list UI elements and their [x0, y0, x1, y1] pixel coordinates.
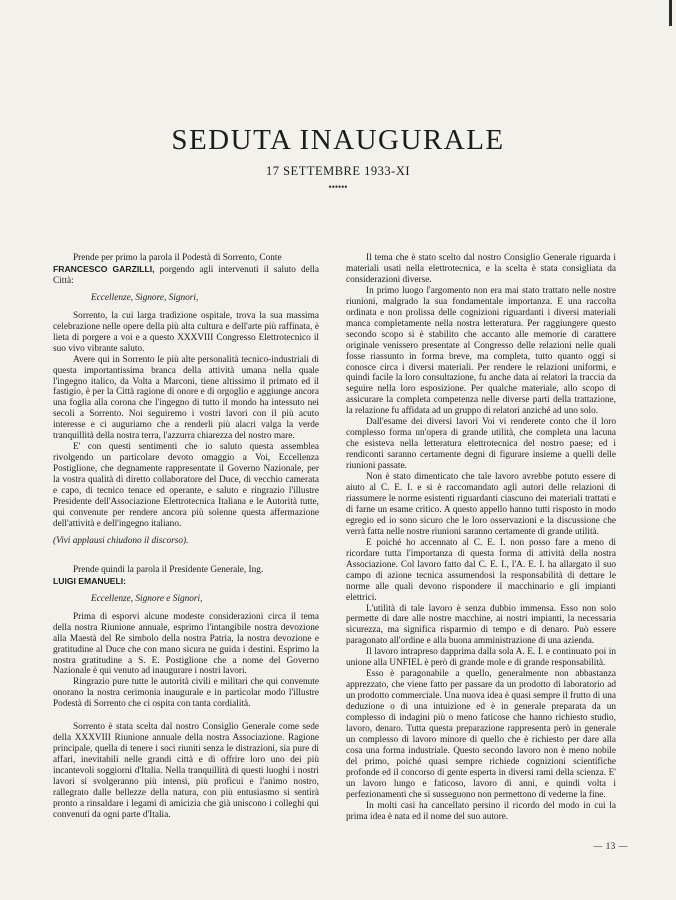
paragraph: L'utilità di tale lavoro è senza dubbio immensa. Esso non solo permette di dare alle nostre macchine, ai nostri impianti, la necessaria sicurezza, ma significa risparmio di tempo e di denaro. Può essere paragonato all'ordine e alla buona amministrazione di una azienda.: [346, 603, 616, 647]
paragraph: In molti casi ha cancellato persino il ricordo del modo in cui la prima idea è nata ed il nome del suo autore.: [346, 800, 616, 822]
paragraph: Dall'esame dei diversi lavori Voi vi renderete conto che il loro complesso forma un'opera di grande utilità, che completa una lacuna che esisteva nella letteratura elettrotecnica del nostro paese; ed i rendiconti saranno certamente degni di figurare insieme a quelli delle riunioni passate.: [346, 417, 616, 472]
paragraph-text: porgendo agli intervenuti il saluto della Città:: [53, 264, 320, 286]
paragraph: Sorrento è stata scelta dal nostro Consiglio Generale come sede della XXXVIII Riunione annuale della nostra Associazione. Ragione principale, quella di tenere i soci riuniti senza le distrazioni, sia pure di affari, inevitabili nelle grandi città e di offrire loro uno dei più incantevoli soggiorni d'Italia. Nella tranquillità di questi luoghi i nostri lavori si svolgeranno più intensi, più proficui e l'animo nostro, rallegrato dalle bellezze della natura, con più entusiasmo si sentirà pronto a rinsaldare i legami di amicizia che già uniscono i colleghi qui convenuti da ogni parte d'Italia.: [53, 722, 319, 820]
paragraph: [53, 565, 319, 588]
paragraph: Il tema che è stato scelto dal nostro Consiglio Generale riguarda i materiali usati nella elettrotecnica, e la scelta è stata consigliata da considerazioni diverse.: [346, 253, 616, 285]
salutation: Eccellenze, Signore e Signori,: [91, 593, 203, 604]
paragraph: E' con questi sentimenti che io saluto questa assemblea rivolgendo un particolare devoto omaggio a Voi, Eccellenza Postiglione, che degnamente rappresentate il Governo Nazionale, per la vostra qualità di diretto collaboratore del Duce, di vecchio camerata e capo, di tecnico tenace ed operante, e saluto e ringrazio l'illustre Presidente dell'Associazione Elettrotecnica Italiana e le Autorità tutte, qui convenute per rendere ancora più solenne questa affermazione dell'attività e dell'ingegno italiano.: [53, 442, 319, 529]
session-date: 17 SETTEMBRE 1933-XI: [265, 164, 411, 178]
left-column: [53, 253, 319, 821]
right-column: [346, 253, 616, 823]
salutation: Eccellenze, Signore, Signori,: [91, 292, 199, 303]
paragraph: Il lavoro intrapreso dapprima dalla sola A. E. I. e continuato poi in unione alla UNFIEL è però di grande mole e di grande responsabilità.: [346, 647, 616, 669]
paragraph: Non è stato dimenticato che tale lavoro avrebbe potuto essere di aiuto al C. E. I. e si è raccomandato agli autori delle relazioni di riassumere le norme esistenti riguardanti ciascuno dei materiali trattati e di farne un esame critico. A questo appello hanno tutti risposto in modo egregio ed io sono sicuro che le loro osservazioni e la discussione che verrà fatta nelle nostre riunioni saranno certamente di grande utilità.: [346, 472, 616, 537]
title-separator: ••••••: [328, 182, 348, 192]
paragraph: Esso è paragonabile a quello, generalmente non abbastanza apprezzato, che viene fatto per passare da un prodotto di laboratorio ad un prodotto commerciale. Una nuova idea è quasi sempre il frutto di una deduzione o di una intuizione ed è in generale preparata da un complesso di indagini più o meno faticose che hanno richiesto studio, lavoro, denaro. Tutta questa preparazione rappresenta però in generale un complesso di lavoro minore di quello che è richiesto per dare alla cosa una forma industriale. Questo secondo lavoro non è meno nobile del primo, poiché quasi sempre richiede cognizioni scientifiche profonde ed il concorso di gente esperta in diversi rami della scienza. E' un lavoro lungo e faticoso, lavoro di anni, e quindi volta i perfezionamenti che si susseguono non permettono di vederne la fine.: [346, 669, 616, 800]
paragraph-text: Prende per primo la parola il Podestà di Sorrento, Conte: [73, 253, 282, 263]
paragraph: [53, 253, 319, 287]
page-edge-mark: [669, 0, 672, 26]
paragraph: Sorrento, la cui larga tradizione ospitale, trova la sua massima celebrazione nelle opere della più alta cultura e dell'arte più raffinata, è lieta di porgere a voi e a questo XXXVIII Congresso Elettrotecnico il suo vivo vibrante saluto.: [53, 310, 319, 354]
stage-direction: (Vivi applausi chiudono il discorso).: [53, 535, 189, 546]
paragraph: Avere qui in Sorrento le più alte personalità tecnico-industriali di questa importantissima branca della attività umana nella quale l'ingegno italico, da Volta a Marconi, tiene altissimo il primato ed il fastigio, è per la Città ragione di onore e di orgoglio e aggiunge ancora una foglia alla corona che l'ingegno di tutto il mondo ha intessuto nei secoli a Sorrento. Noi seguiremo i vostri lavori con il più acuto interesse e ci auguriamo che a renderli più alacri valga la verde tranquillità della nostra terra, l'azzurra chiarezza del nostro mare.: [53, 354, 319, 442]
paragraph: Prima di esporvi alcune modeste considerazioni circa il tema della nostra Riunione annuale, esprimo l'intangibile nostra devozione alla Maestà del Re simbolo della nostra Patria, la nostra devozione e gratitudine al Duce che con mano sicura ne guida i destini. Esprimo la nostra gratitudine a S. E. Postiglione che a nome del Governo Nazionale è qui venuto ad inaugurare i nostri lavori.: [53, 611, 319, 677]
paragraph-text: Prende quindi la parola il Presidente Generale, Ing.: [73, 564, 264, 575]
paragraph: Ringrazio pure tutte le autorità civili e militari che qui convenute onorano la nostra cerimonia inaugurale e in particolar modo l'illustre Podestà di Sorrento che ci ospita con tanta cordialità.: [53, 677, 319, 710]
page-number: — 13 —: [593, 841, 628, 851]
page-title: SEDUTA INAUGURALE: [171, 124, 505, 156]
paragraph: In primo luogo l'argomento non era mai stato trattato nelle nostre riunioni, malgrado la sua fondamentale importanza. E una raccolta ordinata e non prolissa delle cognizioni riguardanti i diversi materiali manca completamente nella nostra letteratura. Per raggiungere questo secondo scopo si è stabilito che accanto alle memorie di carattere originale venissero presentate al Congresso delle relazioni nelle quali fosse riassunto in forma breve, ma completa, tutto quanto oggi si conosce circa i diversi materiali. Per rendere le relazioni uniformi, e quindi facile la loro consultazione, fu anche data ai relatori la traccia da seguire nella loro esposizione. Per qualche materiale, allo scopo di assicurare la completa competenza nelle diverse parti della trattazione, la relazione fu affidata ad un gruppo di relatori anziché ad uno solo.: [346, 285, 616, 417]
paragraph: E poiché ho accennato al C. E. I. non posso fare a meno di ricordare tutta l'importanza di questa forma di attività della nostra Associazione. Col lavoro fatto dal C. E. I., l'A. E. I. ha allargato il suo campo di azione tecnica assumendosi la responsabilità di dettare le norme alle quali devono rispondere il macchinario e gli impianti elettrici.: [346, 537, 616, 603]
speaker-name: LUIGI EMANUELI:: [53, 575, 127, 586]
speaker-name: FRANCESCO GARZILLI,: [53, 263, 155, 274]
